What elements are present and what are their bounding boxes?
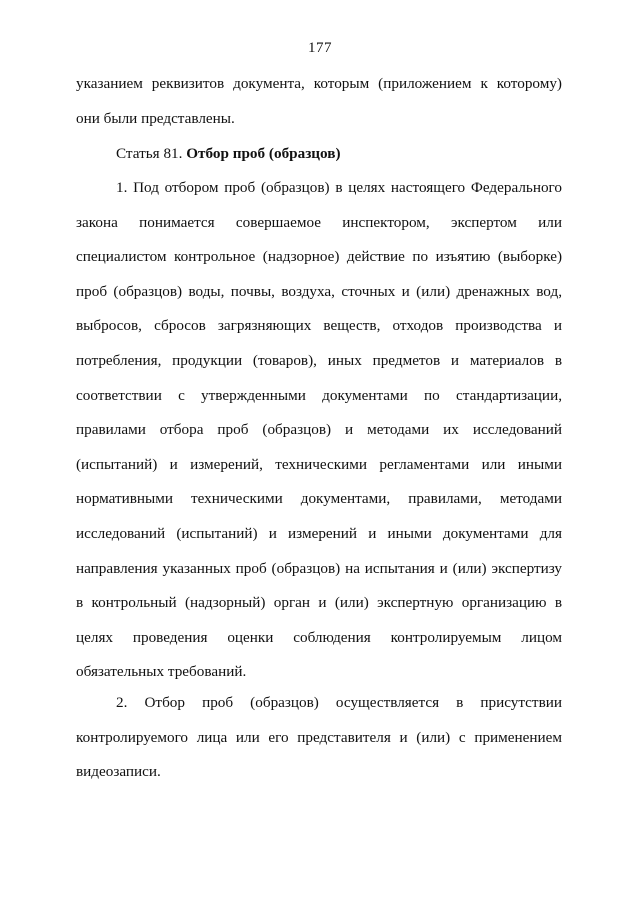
text-line: 2. Отбор проб (образцов) осуществляется в присутствии [116, 694, 562, 711]
text-line: специалистом контрольное (надзорное) действие по изъятию (выборке) [76, 248, 562, 266]
text-line: в контрольный (надзорный) орган и (или) экспертную организацию в [76, 594, 562, 612]
text-line: закона понимается совершаемое инспектором, экспертом или [76, 213, 562, 231]
text-line: выбросов, сбросов загрязняющих веществ, отходов производства и [76, 317, 562, 335]
text-line: направления указанных проб (образцов) на испытания и (или) экспертизу [76, 559, 562, 577]
text-line: (испытаний) и измерений, техническими регламентами или иными [76, 455, 562, 473]
text-line: правилами отбора проб (образцов) и методами их исследований [76, 421, 562, 439]
paragraph-2 [76, 686, 562, 790]
text-line: обязательных требований. [76, 663, 247, 681]
text-line: целях проведения оценки соблюдения контролируемым лицом [76, 628, 562, 646]
text-line: соответствии с утвержденными документами по стандартизации, [76, 386, 562, 404]
text-line: 1. Под отбором проб (образцов) в целях настоящего Федерального [116, 179, 562, 196]
text-line: указанием реквизитов документа, которым (приложением к которому) [76, 75, 562, 92]
article-title: Отбор проб (образцов) [186, 145, 341, 162]
text-line: нормативными техническими документами, правилами, методами [76, 490, 562, 508]
text-line: контролируемого лица или его представителя и (или) с применением [76, 728, 562, 746]
article-heading [76, 137, 562, 172]
paragraph-intro [76, 67, 562, 136]
text-line: видеозаписи. [76, 763, 161, 781]
page-number: 177 [308, 40, 332, 56]
text-line: они были представлены. [76, 109, 235, 127]
paragraph-1 [76, 171, 562, 690]
text-line: потребления, продукции (товаров), иных предметов и материалов в [76, 351, 562, 369]
text-line: проб (образцов) воды, почвы, воздуха, сточных и (или) дренажных вод, [76, 282, 562, 300]
article-number: Статья 81. [116, 145, 183, 162]
text-line: исследований (испытаний) и измерений и иными документами для [76, 524, 562, 542]
